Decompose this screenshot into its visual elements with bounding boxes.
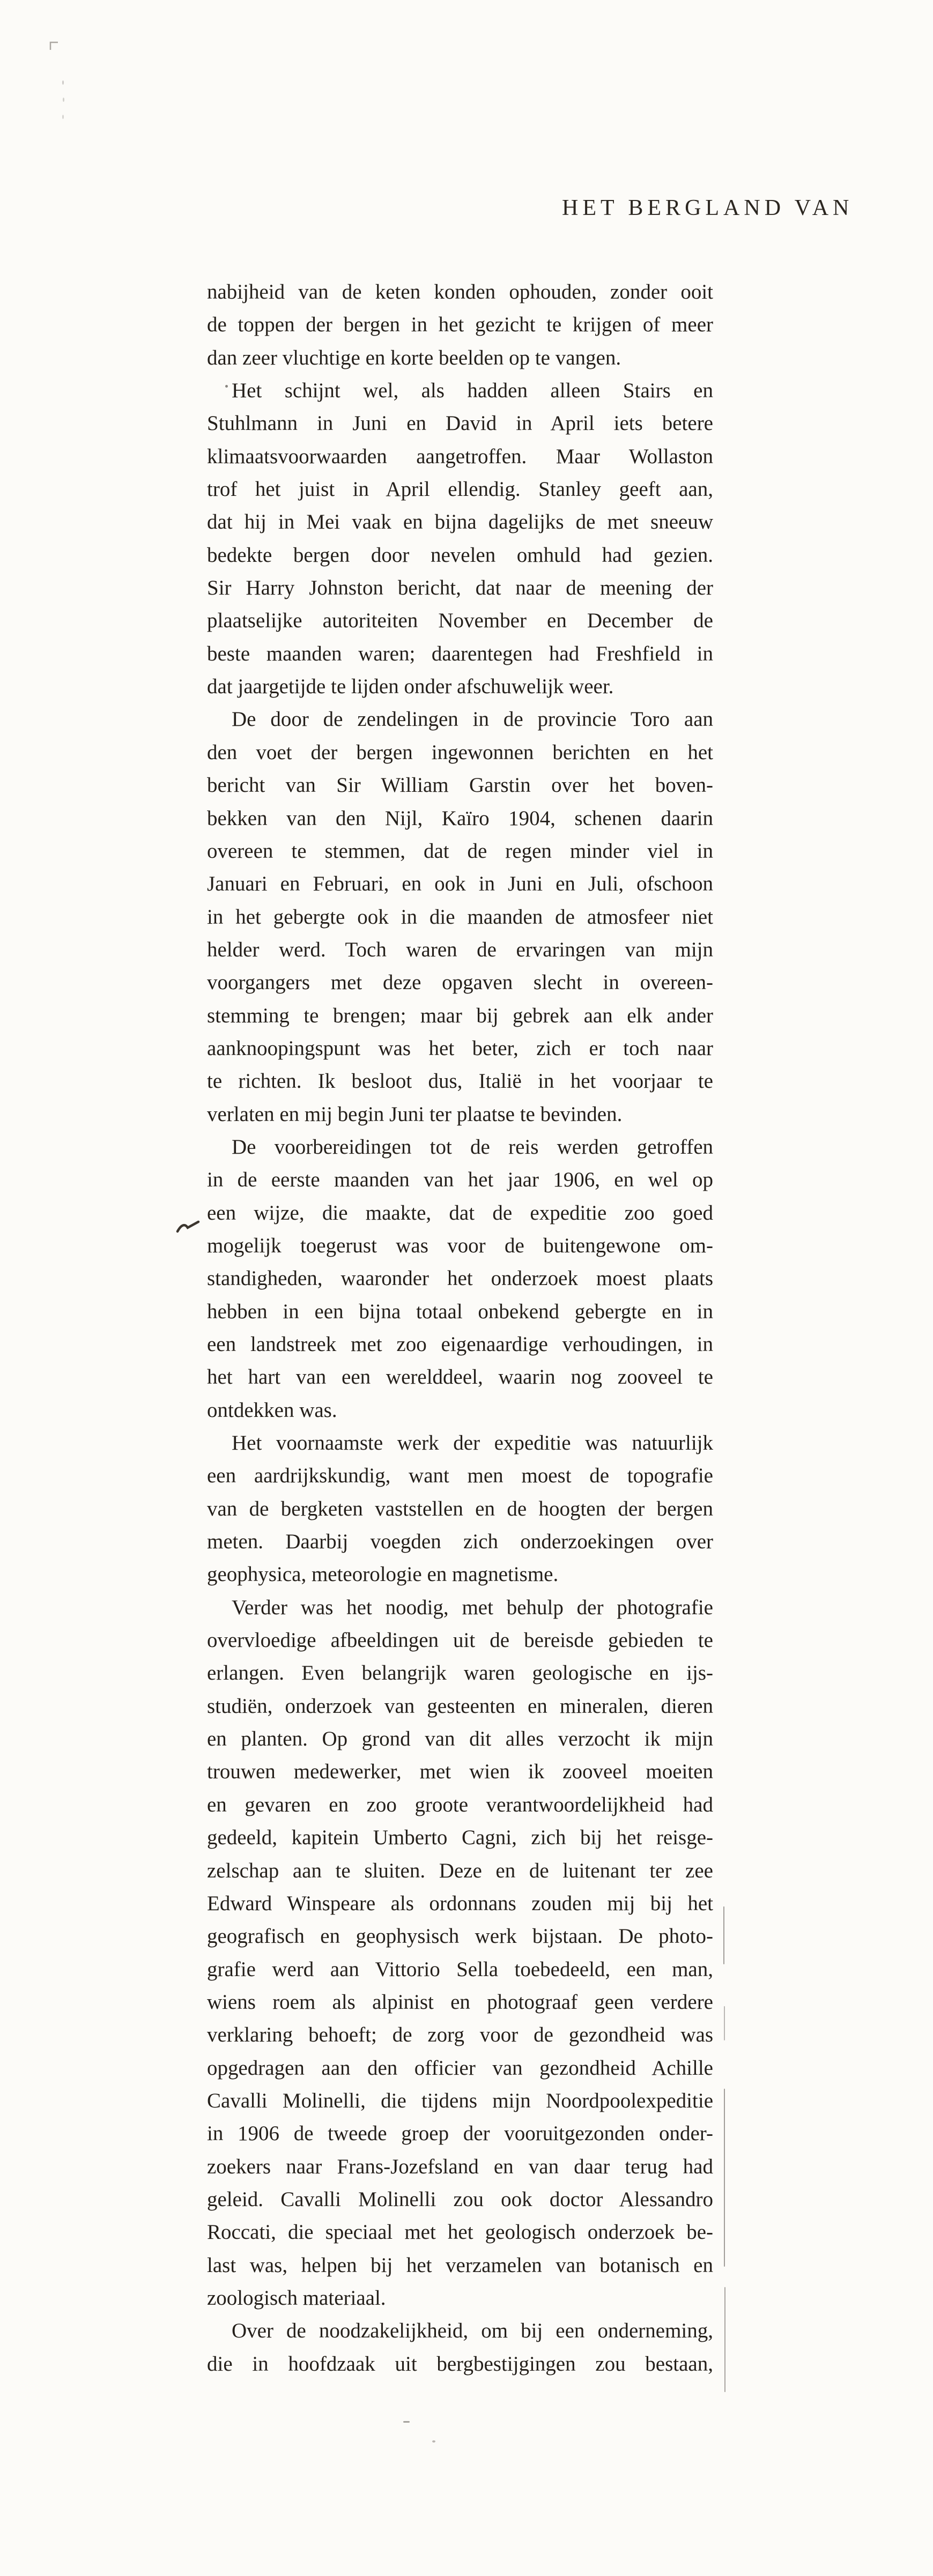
text-line: overvloedige afbeeldingen uit de bereisde gebieden te (207, 1629, 713, 1652)
text-line: helder werd. Toch waren de ervaringen van mijn (207, 938, 713, 961)
text-line: in 1906 de tweede groep der vooruitgezonden onder- (207, 2122, 713, 2146)
text-line: grafie werd aan Vittorio Sella toebedeeld, een man, (207, 1957, 713, 1981)
text-line: het hart van een werelddeel, waarin nog zooveel te (207, 1365, 713, 1389)
ink-speck (225, 385, 228, 388)
text-line: geleid. Cavalli Molinelli zou ook doctor Alessandro (207, 2187, 713, 2211)
scan-speck (62, 80, 64, 85)
scan-speck (403, 2421, 410, 2423)
text-line: een aardrijkskundig, want men moest de topografie (207, 1464, 713, 1488)
text-line: dan zeer vluchtige en korte beelden op te vangen. (207, 346, 621, 369)
text-line: Over de noodzakelijkheid, om bij een onderneming, (232, 2319, 713, 2343)
text-line: trof het juist in April ellendig. Stanley geeft aan, (207, 478, 713, 501)
text-line: bedekte bergen door nevelen omhuld had gezien. (207, 543, 713, 567)
scan-artifact-line (724, 2006, 725, 2040)
text-line: Edward Winspeare als ordonnans zouden mij bij het (207, 1891, 713, 1915)
text-line: zelschap aan te sluiten. Deze en de luitenant ter zee (207, 1859, 713, 1882)
text-line: Het voornaamste werk der expeditie was natuurlijk (232, 1431, 713, 1455)
text-line: en gevaren en zoo groote verantwoordelijkheid had (207, 1793, 713, 1816)
scan-speck (63, 98, 64, 102)
text-line: Januari en Februari, en ook in Juni en Juli, ofschoon (207, 872, 713, 896)
scan-artifact-line (724, 2287, 725, 2392)
text-block (207, 276, 713, 2380)
scan-corner-mark (48, 41, 60, 53)
text-line: bericht van Sir William Garstin over het boven- (207, 774, 713, 797)
text-line: studiën, onderzoek van gesteenten en mineralen, dieren (207, 1694, 713, 1718)
text-line: hebben in een bijna totaal onbekend gebergte en in (207, 1300, 713, 1323)
text-line: die in hoofdzaak uit bergbestijgingen zou bestaan, (207, 2352, 713, 2375)
text-line: verklaring behoeft; de zorg voor de gezondheid was (207, 2023, 713, 2047)
text-line: een landstreek met zoo eigenaardige verhoudingen, in (207, 1333, 713, 1356)
text-line: Stuhlmann in Juni en David in April iets betere (207, 412, 713, 435)
text-line: Verder was het noodig, met behulp der photografie (232, 1595, 713, 1619)
text-line: trouwen medewerker, met wien ik zooveel moeiten (207, 1760, 713, 1784)
text-line: aanknoopingspunt was het beter, zich er toch naar (207, 1036, 713, 1060)
text-line: een wijze, die maakte, dat de expeditie zoo goed (207, 1201, 713, 1224)
text-line: opgedragen aan den officier van gezondheid Achille (207, 2056, 713, 2080)
running-header: HET BERGLAND VAN (562, 196, 854, 220)
text-line: wiens roem als alpinist en photograaf geen verdere (207, 1990, 713, 2014)
scan-speck (432, 2440, 435, 2443)
text-line: stemming te brengen; maar bij gebrek aan elk ander (207, 1004, 713, 1027)
text-line: van de bergketen vaststellen en de hoogten der bergen (207, 1497, 713, 1520)
text-line: mogelijk toegerust was voor de buitengewone om- (207, 1234, 713, 1257)
text-line: dat jaargetijde te lijden onder afschuwelijk weer. (207, 675, 614, 699)
text-line: Cavalli Molinelli, die tijdens mijn Noordpoolexpeditie (207, 2089, 713, 2112)
text-line: geografisch en geophysisch werk bijstaan. De photo- (207, 1925, 713, 1948)
text-line: standigheden, waaronder het onderzoek moest plaats (207, 1267, 713, 1290)
text-line: beste maanden waren; daarentegen had Freshfield in (207, 642, 713, 665)
text-line: dat hij in Mei vaak en bijna dagelijks de met sneeuw (207, 510, 713, 534)
text-line: klimaatsvoorwaarden aangetroffen. Maar Wollaston (207, 444, 713, 468)
text-line: ontdekken was. (207, 1398, 337, 1422)
text-line: den voet der bergen ingewonnen berichten en het (207, 740, 713, 764)
text-line: De voorbereidingen tot de reis werden getroffen (232, 1135, 713, 1159)
text-line: verlaten en mij begin Juni ter plaatse te bevinden. (207, 1102, 623, 1126)
text-line: Sir Harry Johnston bericht, dat naar de meening der (207, 576, 713, 600)
text-line: erlangen. Even belangrijk waren geologische en ijs- (207, 1661, 713, 1685)
scan-artifact-line (723, 1906, 724, 1964)
text-line: Het schijnt wel, als hadden alleen Stairs en (232, 379, 713, 403)
text-line: in het gebergte ook in die maanden de atmosfeer niet (207, 905, 713, 929)
text-line: plaatselijke autoriteiten November en December de (207, 609, 713, 633)
text-line: te richten. Ik besloot dus, Italië in het voorjaar te (207, 1070, 713, 1093)
text-line: zoologisch materiaal. (207, 2286, 386, 2310)
text-line: Roccati, die speciaal met het geologisch onderzoek be- (207, 2221, 713, 2244)
text-line: gedeeld, kapitein Umberto Cagni, zich bij het reisge- (207, 1826, 713, 1850)
text-line: last was, helpen bij het verzamelen van botanisch en (207, 2253, 713, 2277)
text-line: zoekers naar Frans-Jozefsland en van daar terug had (207, 2155, 713, 2178)
text-line: de toppen der bergen in het gezicht te krijgen of meer (207, 313, 713, 337)
text-line: voorgangers met deze opgaven slecht in overeen- (207, 971, 713, 994)
text-line: meten. Daarbij voegden zich onderzoekingen over (207, 1530, 713, 1554)
text-line: overeen te stemmen, dat de regen minder viel in (207, 839, 713, 863)
text-line: in de eerste maanden van het jaar 1906, en wel op (207, 1168, 713, 1192)
margin-pencil-mark (176, 1218, 201, 1237)
text-line: en planten. Op grond van dit alles verzocht ik mijn (207, 1727, 713, 1751)
text-line: geophysica, meteorologie en magnetisme. (207, 1563, 559, 1586)
text-line: De door de zendelingen in de provincie Toro aan (232, 708, 713, 731)
scan-speck (62, 115, 64, 119)
text-line: bekken van den Nijl, Kaïro 1904, schenen daarin (207, 806, 713, 830)
scan-artifact-line (724, 2089, 725, 2267)
text-line: nabijheid van de keten konden ophouden, zonder ooit (207, 280, 713, 303)
